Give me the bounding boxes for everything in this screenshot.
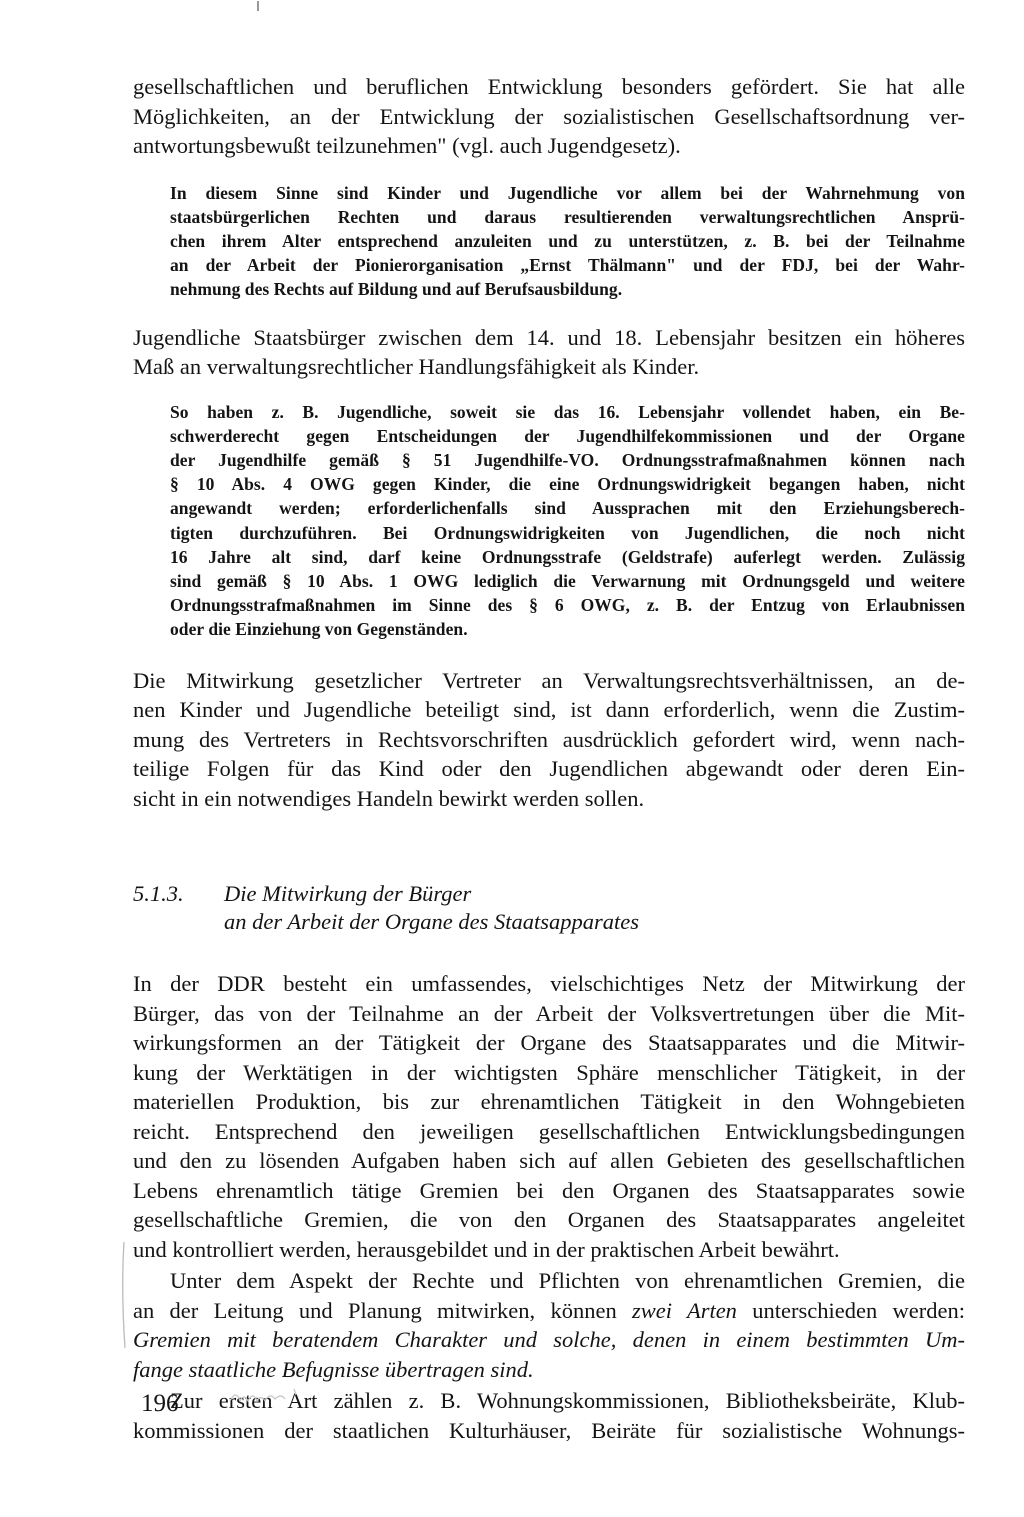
emphasis-text: zwei Arten (632, 1297, 737, 1323)
paragraph-1 (133, 72, 965, 161)
text-line: 16 Jahre alt sind, darf keine Ordnungsstrafe (Geldstrafe) auferlegt werden. Zulässig (170, 546, 965, 567)
emphasis-text: fange staatliche Befugnisse übertragen sind. (133, 1356, 534, 1382)
text-line: staatsbürgerlichen Rechten und daraus resultierenden verwaltungsrechtlichen Ansprü- (170, 206, 965, 227)
section-number: 5.1.3. (133, 881, 184, 907)
paragraph-3 (133, 666, 965, 814)
text-line: an der Arbeit der Pionierorganisation „Ernst Thälmann" und der FDJ, bei der Wahr- (170, 255, 965, 276)
paragraph-4 (133, 969, 965, 1264)
text-line: gesellschaftlichen und beruflichen Entwicklung besonders gefördert. Sie hat alle (133, 74, 965, 99)
text-line: So haben z. B. Jugendliche, soweit sie das 16. Lebensjahr vollendet haben, ein Be- (170, 401, 965, 422)
pencil-margin-mark (118, 1240, 128, 1350)
text-line: reicht. Entsprechend den jeweiligen gesellschaftlichen Entwicklungsbedingungen (133, 1118, 965, 1144)
text-line: materiellen Produktion, bis zur ehrenamtlichen Tätigkeit in den Wohngebieten (133, 1089, 965, 1115)
emphasis-text: Gremien mit beratendem Charakter und solche, denen in einem bestimmten Um- (133, 1327, 965, 1353)
paragraph-2 (133, 323, 965, 382)
text-line: sind gemäß § 10 Abs. 1 OWG lediglich die Verwarnung mit Ordnungsgeld und weitere (170, 570, 965, 591)
text-line: der Jugendhilfe gemäß § 51 Jugendhilfe-VO. Ordnungsstrafmaßnahmen können nach (170, 449, 965, 470)
text-line: kommissionen der staatlichen Kulturhäuser, Beiräte für sozialistische Wohnungs- (133, 1417, 965, 1443)
text-line: Zur ersten Art zählen z. B. Wohnungskommissionen, Bibliotheksbeiräte, Klub- (170, 1388, 965, 1414)
text-line: schwerderecht gegen Entscheidungen der Jugendhilfekommissionen und der Organe (170, 425, 965, 446)
text-line (133, 1355, 965, 1385)
text-line: Bürger, das von der Teilnahme an der Arbeit der Volksvertretungen über die Mit- (133, 1000, 965, 1026)
text-line: Die Mitwirkung gesetzlicher Vertreter an Verwaltungsrechtsverhältnissen, an de- (133, 667, 965, 693)
text-line: chen ihrem Alter entsprechend anzuleiten und zu unterstützen, z. B. bei der Teilnahme (170, 230, 965, 251)
section-heading (133, 880, 965, 936)
small-print-block-1 (170, 181, 965, 302)
paragraph-5 (133, 1266, 965, 1384)
text-line: mung des Vertreters in Rechtsvorschriften ausdrücklich gefordert wird, wenn nach- (133, 726, 965, 752)
text-line: kung der Werktätigen in der wichtigsten Sphäre menschlicher Tätigkeit, in der (133, 1059, 965, 1085)
text-line (133, 1296, 965, 1326)
text-line: In diesem Sinne sind Kinder und Jugendliche vor allem bei der Wahrnehmung von (170, 182, 965, 203)
text-line: Lebens ehrenamtlich tätige Gremien bei den Organen des Staatsapparates sowie (133, 1177, 965, 1203)
text-line: gesellschaftliche Gremien, die von den Organen des Staatsapparates angeleitet (133, 1207, 965, 1233)
text-line: nehmung des Rechts auf Bildung und auf Berufsausbildung. (170, 279, 623, 300)
text-line: Möglichkeiten, an der Entwicklung der sozialistischen Gesellschaftsordnung ver- (133, 103, 965, 129)
text-line: und den zu lösenden Aufgaben haben sich auf allen Gebieten des gesellschaftlichen (133, 1148, 965, 1174)
text-line: In der DDR besteht ein umfassendes, vielschichtiges Netz der Mitwirkung der (133, 971, 965, 997)
text-line: § 10 Abs. 4 OWG gegen Kinder, die eine Ordnungswidrigkeit begangen haben, nicht (170, 474, 965, 495)
text-line: oder die Einziehung von Gegenständen. (170, 619, 468, 640)
text-line (133, 1325, 965, 1355)
text-line: Unter dem Aspekt der Rechte und Pflichten von ehrenamtlichen Gremien, die (170, 1268, 965, 1294)
text-line: antwortungsbewußt teilzunehmen" (vgl. auch Jugendgesetz). (133, 133, 681, 158)
page-number: 196 (141, 1390, 179, 1417)
section-title (224, 880, 639, 936)
section-title-line: Die Mitwirkung der Bürger (224, 881, 472, 907)
small-print-block-2 (170, 400, 965, 642)
text-line: teilige Folgen für das Kind oder den Jugendlichen abgewandt oder deren Ein- (133, 756, 965, 782)
text-line: angewandt werden; erforderlichenfalls sind Aussprachen mit den Erziehungsberech- (170, 498, 965, 519)
text-line: tigten durchzuführen. Bei Ordnungswidrigkeiten von Jugendlichen, die noch nicht (170, 522, 965, 543)
text-line: Maß an verwaltungsrechtlicher Handlungsfähigkeit als Kinder. (133, 354, 700, 380)
text-line: Jugendliche Staatsbürger zwischen dem 14. und 18. Lebensjahr besitzen ein höheres (133, 324, 965, 350)
text-line: Ordnungsstrafmaßnahmen im Sinne des § 6 OWG, z. B. der Entzug von Erlaubnissen (170, 595, 965, 616)
text-line: nen Kinder und Jugendliche beteiligt sind, ist dann erforderlich, wenn die Zustim- (133, 697, 965, 723)
text-span: unterschieden werden: (736, 1297, 965, 1323)
pencil-annotation (228, 1385, 308, 1409)
text-line: sicht in ein notwendiges Handeln bewirkt werden sollen. (133, 785, 645, 811)
text-line: wirkungsformen an der Tätigkeit der Organe des Staatsapparates und die Mitwir- (133, 1030, 965, 1056)
scan-mark (255, 0, 271, 12)
section-title-line: an der Arbeit der Organe des Staatsapparates (224, 909, 639, 935)
page-body (133, 72, 965, 1445)
text-line: und kontrolliert werden, herausgebildet und in der praktischen Arbeit bewährt. (133, 1236, 840, 1262)
text-span: an der Leitung und Planung mitwirken, können (133, 1297, 633, 1323)
